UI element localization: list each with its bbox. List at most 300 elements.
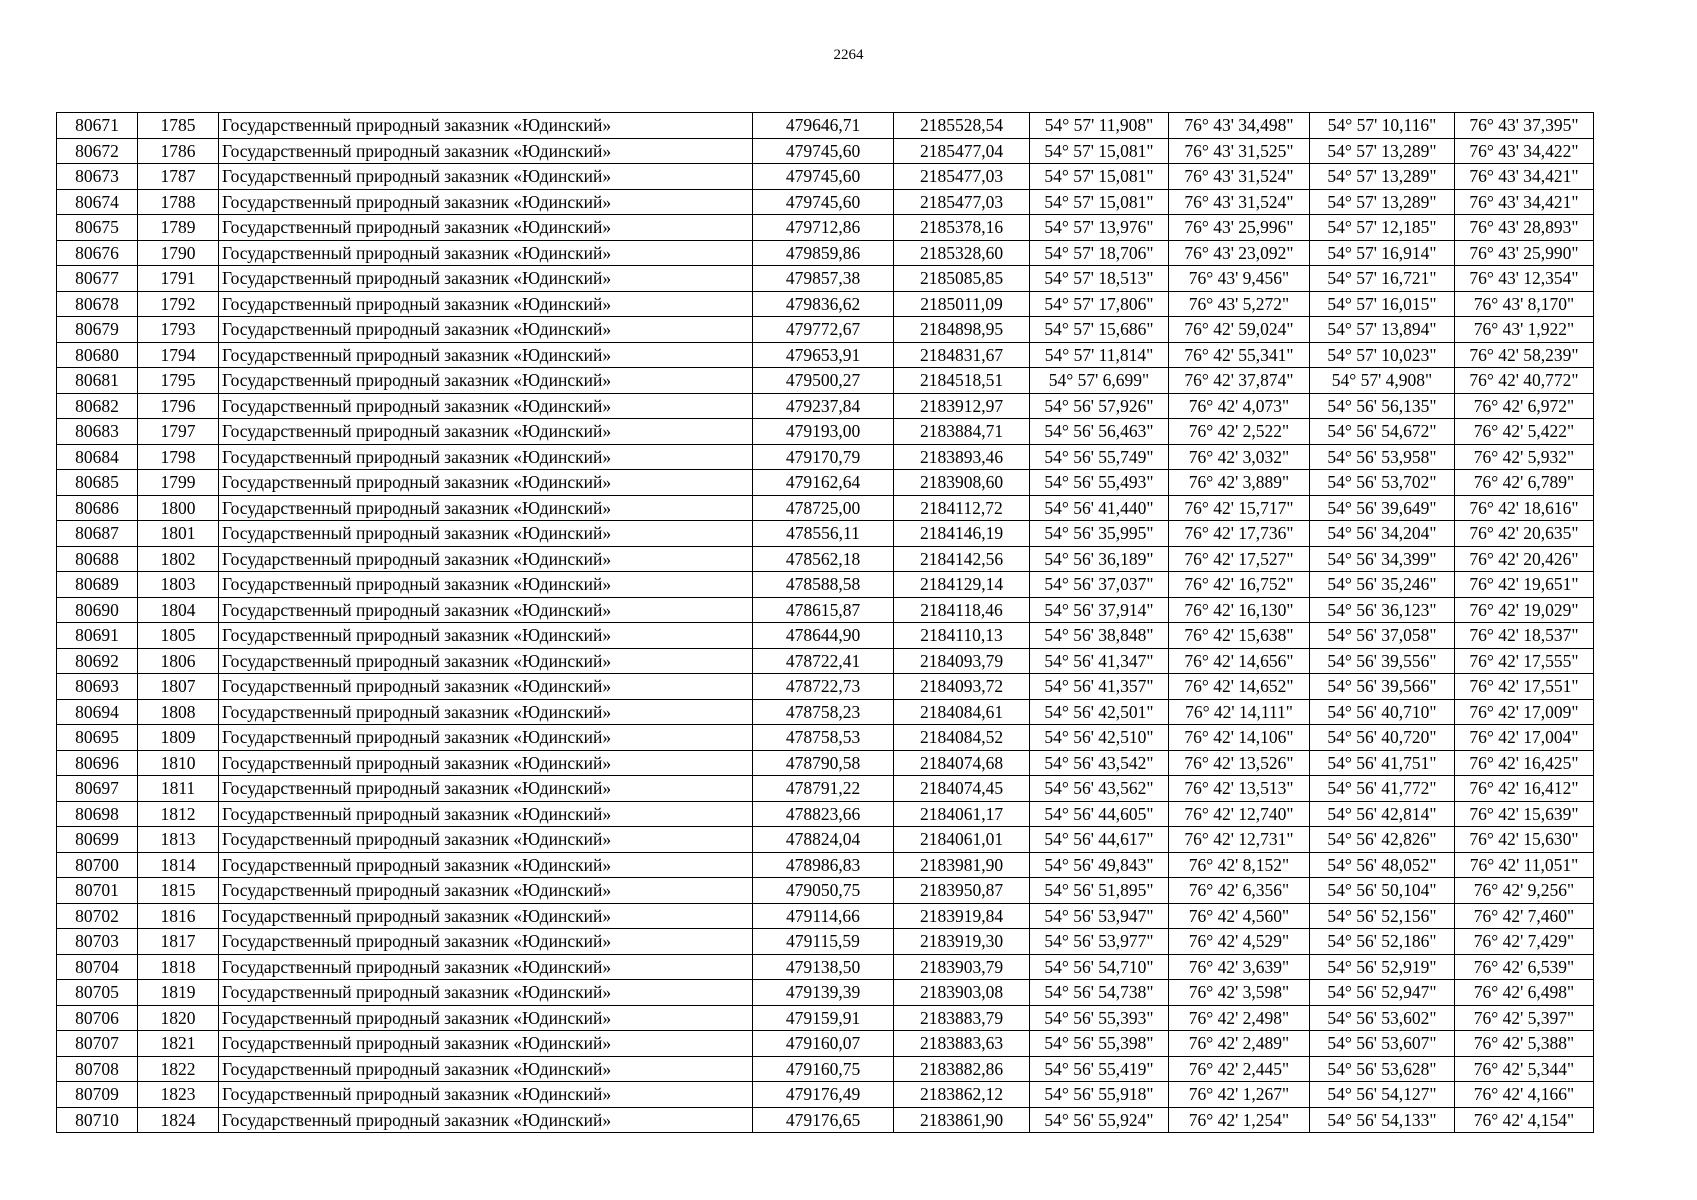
object-name-cell: Государственный природный заказник «Юдинский» xyxy=(219,1082,753,1108)
latitude-2-cell: 54° 56' 39,649" xyxy=(1310,495,1455,521)
x-coordinate-cell: 479139,39 xyxy=(753,980,894,1006)
longitude-1-cell: 76° 42' 12,731" xyxy=(1169,827,1310,853)
longitude-2-cell: 76° 42' 15,639" xyxy=(1455,801,1594,827)
longitude-2-cell: 76° 43' 1,922" xyxy=(1455,317,1594,343)
y-coordinate-cell: 2184518,51 xyxy=(894,368,1030,394)
latitude-2-cell: 54° 57' 13,894" xyxy=(1310,317,1455,343)
x-coordinate-cell: 478824,04 xyxy=(753,827,894,853)
point-number-cell: 1789 xyxy=(138,215,219,241)
point-number-cell: 1815 xyxy=(138,878,219,904)
row-number-cell: 80710 xyxy=(57,1107,138,1133)
row-number-cell: 80709 xyxy=(57,1082,138,1108)
longitude-1-cell: 76° 42' 2,522" xyxy=(1169,419,1310,445)
row-number-cell: 80706 xyxy=(57,1005,138,1031)
latitude-1-cell: 54° 57' 15,686" xyxy=(1030,317,1169,343)
latitude-1-cell: 54° 56' 53,947" xyxy=(1030,903,1169,929)
longitude-2-cell: 76° 42' 5,397" xyxy=(1455,1005,1594,1031)
object-name-cell: Государственный природный заказник «Юдинский» xyxy=(219,419,753,445)
object-name-cell: Государственный природный заказник «Юдинский» xyxy=(219,572,753,598)
latitude-1-cell: 54° 56' 41,357" xyxy=(1030,674,1169,700)
row-number-cell: 80672 xyxy=(57,138,138,164)
object-name-cell: Государственный природный заказник «Юдинский» xyxy=(219,266,753,292)
point-number-cell: 1812 xyxy=(138,801,219,827)
row-number-cell: 80701 xyxy=(57,878,138,904)
y-coordinate-cell: 2185011,09 xyxy=(894,291,1030,317)
longitude-2-cell: 76° 43' 34,421" xyxy=(1455,189,1594,215)
row-number-cell: 80681 xyxy=(57,368,138,394)
point-number-cell: 1794 xyxy=(138,342,219,368)
latitude-1-cell: 54° 56' 37,914" xyxy=(1030,597,1169,623)
y-coordinate-cell: 2183903,79 xyxy=(894,954,1030,980)
object-name-cell: Государственный природный заказник «Юдинский» xyxy=(219,291,753,317)
point-number-cell: 1817 xyxy=(138,929,219,955)
table-row xyxy=(57,674,1594,700)
longitude-2-cell: 76° 42' 20,635" xyxy=(1455,521,1594,547)
x-coordinate-cell: 478556,11 xyxy=(753,521,894,547)
latitude-2-cell: 54° 56' 53,958" xyxy=(1310,444,1455,470)
row-number-cell: 80675 xyxy=(57,215,138,241)
table-row xyxy=(57,623,1594,649)
row-number-cell: 80694 xyxy=(57,699,138,725)
longitude-2-cell: 76° 42' 9,256" xyxy=(1455,878,1594,904)
latitude-1-cell: 54° 56' 49,843" xyxy=(1030,852,1169,878)
row-number-cell: 80704 xyxy=(57,954,138,980)
row-number-cell: 80688 xyxy=(57,546,138,572)
table-row xyxy=(57,1082,1594,1108)
longitude-1-cell: 76° 42' 3,889" xyxy=(1169,470,1310,496)
y-coordinate-cell: 2184112,72 xyxy=(894,495,1030,521)
object-name-cell: Государственный природный заказник «Юдинский» xyxy=(219,521,753,547)
object-name-cell: Государственный природный заказник «Юдинский» xyxy=(219,674,753,700)
row-number-cell: 80708 xyxy=(57,1056,138,1082)
point-number-cell: 1814 xyxy=(138,852,219,878)
y-coordinate-cell: 2183919,84 xyxy=(894,903,1030,929)
object-name-cell: Государственный природный заказник «Юдинский» xyxy=(219,138,753,164)
latitude-1-cell: 54° 56' 51,895" xyxy=(1030,878,1169,904)
row-number-cell: 80684 xyxy=(57,444,138,470)
y-coordinate-cell: 2185085,85 xyxy=(894,266,1030,292)
table-row xyxy=(57,852,1594,878)
latitude-1-cell: 54° 56' 42,501" xyxy=(1030,699,1169,725)
latitude-2-cell: 54° 56' 50,104" xyxy=(1310,878,1455,904)
x-coordinate-cell: 479712,86 xyxy=(753,215,894,241)
point-number-cell: 1811 xyxy=(138,776,219,802)
latitude-2-cell: 54° 56' 34,204" xyxy=(1310,521,1455,547)
latitude-2-cell: 54° 56' 40,720" xyxy=(1310,725,1455,751)
y-coordinate-cell: 2183981,90 xyxy=(894,852,1030,878)
table-row xyxy=(57,138,1594,164)
longitude-2-cell: 76° 42' 11,051" xyxy=(1455,852,1594,878)
latitude-1-cell: 54° 56' 55,749" xyxy=(1030,444,1169,470)
y-coordinate-cell: 2185477,04 xyxy=(894,138,1030,164)
latitude-2-cell: 54° 56' 52,156" xyxy=(1310,903,1455,929)
table-row xyxy=(57,1056,1594,1082)
point-number-cell: 1797 xyxy=(138,419,219,445)
row-number-cell: 80690 xyxy=(57,597,138,623)
longitude-2-cell: 76° 43' 25,990" xyxy=(1455,240,1594,266)
object-name-cell: Государственный природный заказник «Юдинский» xyxy=(219,827,753,853)
x-coordinate-cell: 479160,75 xyxy=(753,1056,894,1082)
x-coordinate-cell: 479193,00 xyxy=(753,419,894,445)
longitude-2-cell: 76° 42' 4,154" xyxy=(1455,1107,1594,1133)
longitude-1-cell: 76° 43' 25,996" xyxy=(1169,215,1310,241)
x-coordinate-cell: 478725,00 xyxy=(753,495,894,521)
longitude-2-cell: 76° 43' 12,354" xyxy=(1455,266,1594,292)
table-row xyxy=(57,1031,1594,1057)
longitude-1-cell: 76° 42' 1,267" xyxy=(1169,1082,1310,1108)
longitude-1-cell: 76° 42' 14,656" xyxy=(1169,648,1310,674)
x-coordinate-cell: 478758,23 xyxy=(753,699,894,725)
row-number-cell: 80689 xyxy=(57,572,138,598)
object-name-cell: Государственный природный заказник «Юдинский» xyxy=(219,393,753,419)
longitude-2-cell: 76° 42' 20,426" xyxy=(1455,546,1594,572)
table-row xyxy=(57,1107,1594,1133)
y-coordinate-cell: 2183908,60 xyxy=(894,470,1030,496)
latitude-2-cell: 54° 57' 16,721" xyxy=(1310,266,1455,292)
object-name-cell: Государственный природный заказник «Юдинский» xyxy=(219,725,753,751)
longitude-2-cell: 76° 42' 5,344" xyxy=(1455,1056,1594,1082)
latitude-1-cell: 54° 56' 57,926" xyxy=(1030,393,1169,419)
latitude-1-cell: 54° 56' 37,037" xyxy=(1030,572,1169,598)
longitude-2-cell: 76° 42' 17,551" xyxy=(1455,674,1594,700)
latitude-2-cell: 54° 56' 37,058" xyxy=(1310,623,1455,649)
table-body xyxy=(57,113,1594,1133)
row-number-cell: 80682 xyxy=(57,393,138,419)
y-coordinate-cell: 2183912,97 xyxy=(894,393,1030,419)
object-name-cell: Государственный природный заказник «Юдинский» xyxy=(219,546,753,572)
latitude-2-cell: 54° 56' 48,052" xyxy=(1310,852,1455,878)
latitude-1-cell: 54° 56' 38,848" xyxy=(1030,623,1169,649)
point-number-cell: 1807 xyxy=(138,674,219,700)
table-row xyxy=(57,342,1594,368)
latitude-1-cell: 54° 56' 55,398" xyxy=(1030,1031,1169,1057)
latitude-2-cell: 54° 56' 52,947" xyxy=(1310,980,1455,1006)
table-row xyxy=(57,903,1594,929)
object-name-cell: Государственный природный заказник «Юдинский» xyxy=(219,1005,753,1031)
object-name-cell: Государственный природный заказник «Юдинский» xyxy=(219,1031,753,1057)
x-coordinate-cell: 478791,22 xyxy=(753,776,894,802)
longitude-2-cell: 76° 42' 17,555" xyxy=(1455,648,1594,674)
latitude-2-cell: 54° 57' 13,289" xyxy=(1310,164,1455,190)
y-coordinate-cell: 2183903,08 xyxy=(894,980,1030,1006)
table-row xyxy=(57,266,1594,292)
longitude-1-cell: 76° 42' 16,752" xyxy=(1169,572,1310,598)
point-number-cell: 1822 xyxy=(138,1056,219,1082)
latitude-1-cell: 54° 56' 44,605" xyxy=(1030,801,1169,827)
table-row xyxy=(57,419,1594,445)
row-number-cell: 80703 xyxy=(57,929,138,955)
longitude-2-cell: 76° 42' 19,651" xyxy=(1455,572,1594,598)
point-number-cell: 1796 xyxy=(138,393,219,419)
y-coordinate-cell: 2184074,45 xyxy=(894,776,1030,802)
y-coordinate-cell: 2185328,60 xyxy=(894,240,1030,266)
x-coordinate-cell: 479138,50 xyxy=(753,954,894,980)
latitude-1-cell: 54° 57' 15,081" xyxy=(1030,138,1169,164)
x-coordinate-cell: 479500,27 xyxy=(753,368,894,394)
row-number-cell: 80699 xyxy=(57,827,138,853)
x-coordinate-cell: 479176,49 xyxy=(753,1082,894,1108)
y-coordinate-cell: 2183883,79 xyxy=(894,1005,1030,1031)
coordinates-table xyxy=(56,112,1594,1133)
point-number-cell: 1791 xyxy=(138,266,219,292)
y-coordinate-cell: 2185528,54 xyxy=(894,113,1030,139)
longitude-1-cell: 76° 42' 13,526" xyxy=(1169,750,1310,776)
point-number-cell: 1804 xyxy=(138,597,219,623)
longitude-2-cell: 76° 42' 5,422" xyxy=(1455,419,1594,445)
object-name-cell: Государственный природный заказник «Юдинский» xyxy=(219,801,753,827)
object-name-cell: Государственный природный заказник «Юдинский» xyxy=(219,623,753,649)
x-coordinate-cell: 478562,18 xyxy=(753,546,894,572)
point-number-cell: 1820 xyxy=(138,1005,219,1031)
longitude-1-cell: 76° 42' 2,489" xyxy=(1169,1031,1310,1057)
latitude-1-cell: 54° 56' 54,710" xyxy=(1030,954,1169,980)
latitude-2-cell: 54° 57' 10,023" xyxy=(1310,342,1455,368)
longitude-1-cell: 76° 43' 23,092" xyxy=(1169,240,1310,266)
latitude-2-cell: 54° 56' 39,556" xyxy=(1310,648,1455,674)
table-row xyxy=(57,495,1594,521)
table-row xyxy=(57,597,1594,623)
row-number-cell: 80678 xyxy=(57,291,138,317)
object-name-cell: Государственный природный заказник «Юдинский» xyxy=(219,368,753,394)
latitude-2-cell: 54° 56' 36,123" xyxy=(1310,597,1455,623)
point-number-cell: 1808 xyxy=(138,699,219,725)
y-coordinate-cell: 2183883,63 xyxy=(894,1031,1030,1057)
longitude-2-cell: 76° 43' 8,170" xyxy=(1455,291,1594,317)
latitude-2-cell: 54° 56' 54,133" xyxy=(1310,1107,1455,1133)
object-name-cell: Государственный природный заказник «Юдинский» xyxy=(219,929,753,955)
longitude-2-cell: 76° 42' 6,789" xyxy=(1455,470,1594,496)
longitude-1-cell: 76° 43' 5,272" xyxy=(1169,291,1310,317)
table-row xyxy=(57,827,1594,853)
object-name-cell: Государственный природный заказник «Юдинский» xyxy=(219,495,753,521)
y-coordinate-cell: 2183893,46 xyxy=(894,444,1030,470)
latitude-1-cell: 54° 56' 55,924" xyxy=(1030,1107,1169,1133)
x-coordinate-cell: 479176,65 xyxy=(753,1107,894,1133)
longitude-2-cell: 76° 42' 16,425" xyxy=(1455,750,1594,776)
object-name-cell: Государственный природный заказник «Юдинский» xyxy=(219,1107,753,1133)
latitude-1-cell: 54° 56' 43,542" xyxy=(1030,750,1169,776)
latitude-2-cell: 54° 56' 53,602" xyxy=(1310,1005,1455,1031)
latitude-1-cell: 54° 56' 55,419" xyxy=(1030,1056,1169,1082)
row-number-cell: 80705 xyxy=(57,980,138,1006)
longitude-1-cell: 76° 42' 13,513" xyxy=(1169,776,1310,802)
point-number-cell: 1785 xyxy=(138,113,219,139)
point-number-cell: 1792 xyxy=(138,291,219,317)
latitude-1-cell: 54° 56' 53,977" xyxy=(1030,929,1169,955)
y-coordinate-cell: 2185378,16 xyxy=(894,215,1030,241)
latitude-1-cell: 54° 56' 42,510" xyxy=(1030,725,1169,751)
table-row xyxy=(57,929,1594,955)
longitude-2-cell: 76° 42' 18,616" xyxy=(1455,495,1594,521)
y-coordinate-cell: 2184093,79 xyxy=(894,648,1030,674)
longitude-1-cell: 76° 42' 6,356" xyxy=(1169,878,1310,904)
object-name-cell: Государственный природный заказник «Юдинский» xyxy=(219,903,753,929)
longitude-1-cell: 76° 43' 31,525" xyxy=(1169,138,1310,164)
row-number-cell: 80698 xyxy=(57,801,138,827)
longitude-1-cell: 76° 42' 1,254" xyxy=(1169,1107,1310,1133)
latitude-2-cell: 54° 56' 52,186" xyxy=(1310,929,1455,955)
latitude-2-cell: 54° 57' 13,289" xyxy=(1310,189,1455,215)
longitude-1-cell: 76° 42' 14,652" xyxy=(1169,674,1310,700)
longitude-1-cell: 76° 42' 15,717" xyxy=(1169,495,1310,521)
object-name-cell: Государственный природный заказник «Юдинский» xyxy=(219,776,753,802)
point-number-cell: 1809 xyxy=(138,725,219,751)
table-row xyxy=(57,1005,1594,1031)
latitude-2-cell: 54° 56' 53,628" xyxy=(1310,1056,1455,1082)
y-coordinate-cell: 2185477,03 xyxy=(894,164,1030,190)
point-number-cell: 1816 xyxy=(138,903,219,929)
latitude-1-cell: 54° 56' 55,393" xyxy=(1030,1005,1169,1031)
latitude-2-cell: 54° 56' 39,566" xyxy=(1310,674,1455,700)
longitude-2-cell: 76° 42' 7,460" xyxy=(1455,903,1594,929)
table-row xyxy=(57,470,1594,496)
row-number-cell: 80676 xyxy=(57,240,138,266)
y-coordinate-cell: 2183862,12 xyxy=(894,1082,1030,1108)
row-number-cell: 80693 xyxy=(57,674,138,700)
object-name-cell: Государственный природный заказник «Юдинский» xyxy=(219,113,753,139)
row-number-cell: 80687 xyxy=(57,521,138,547)
latitude-1-cell: 54° 57' 11,814" xyxy=(1030,342,1169,368)
object-name-cell: Государственный природный заказник «Юдинский» xyxy=(219,444,753,470)
latitude-2-cell: 54° 56' 53,607" xyxy=(1310,1031,1455,1057)
row-number-cell: 80686 xyxy=(57,495,138,521)
x-coordinate-cell: 479159,91 xyxy=(753,1005,894,1031)
x-coordinate-cell: 478790,58 xyxy=(753,750,894,776)
latitude-1-cell: 54° 56' 54,738" xyxy=(1030,980,1169,1006)
latitude-1-cell: 54° 57' 15,081" xyxy=(1030,189,1169,215)
point-number-cell: 1793 xyxy=(138,317,219,343)
y-coordinate-cell: 2183884,71 xyxy=(894,419,1030,445)
longitude-2-cell: 76° 42' 6,972" xyxy=(1455,393,1594,419)
y-coordinate-cell: 2184110,13 xyxy=(894,623,1030,649)
latitude-1-cell: 54° 56' 36,189" xyxy=(1030,546,1169,572)
y-coordinate-cell: 2184061,17 xyxy=(894,801,1030,827)
longitude-2-cell: 76° 42' 15,630" xyxy=(1455,827,1594,853)
y-coordinate-cell: 2184061,01 xyxy=(894,827,1030,853)
longitude-2-cell: 76° 43' 34,421" xyxy=(1455,164,1594,190)
point-number-cell: 1824 xyxy=(138,1107,219,1133)
point-number-cell: 1786 xyxy=(138,138,219,164)
longitude-2-cell: 76° 42' 6,539" xyxy=(1455,954,1594,980)
point-number-cell: 1788 xyxy=(138,189,219,215)
y-coordinate-cell: 2184129,14 xyxy=(894,572,1030,598)
latitude-1-cell: 54° 56' 41,440" xyxy=(1030,495,1169,521)
table-row xyxy=(57,648,1594,674)
longitude-2-cell: 76° 43' 37,395" xyxy=(1455,113,1594,139)
latitude-2-cell: 54° 56' 40,710" xyxy=(1310,699,1455,725)
longitude-2-cell: 76° 42' 4,166" xyxy=(1455,1082,1594,1108)
x-coordinate-cell: 478758,53 xyxy=(753,725,894,751)
latitude-2-cell: 54° 57' 10,116" xyxy=(1310,113,1455,139)
object-name-cell: Государственный природный заказник «Юдинский» xyxy=(219,954,753,980)
row-number-cell: 80691 xyxy=(57,623,138,649)
point-number-cell: 1819 xyxy=(138,980,219,1006)
row-number-cell: 80680 xyxy=(57,342,138,368)
object-name-cell: Государственный природный заказник «Юдинский» xyxy=(219,189,753,215)
table-row xyxy=(57,291,1594,317)
table-row xyxy=(57,878,1594,904)
x-coordinate-cell: 478986,83 xyxy=(753,852,894,878)
table-row xyxy=(57,368,1594,394)
latitude-1-cell: 54° 57' 13,976" xyxy=(1030,215,1169,241)
y-coordinate-cell: 2185477,03 xyxy=(894,189,1030,215)
x-coordinate-cell: 479859,86 xyxy=(753,240,894,266)
x-coordinate-cell: 479162,64 xyxy=(753,470,894,496)
table-row xyxy=(57,572,1594,598)
row-number-cell: 80707 xyxy=(57,1031,138,1057)
x-coordinate-cell: 478722,41 xyxy=(753,648,894,674)
point-number-cell: 1823 xyxy=(138,1082,219,1108)
x-coordinate-cell: 479170,79 xyxy=(753,444,894,470)
point-number-cell: 1803 xyxy=(138,572,219,598)
latitude-1-cell: 54° 57' 11,908" xyxy=(1030,113,1169,139)
table-row xyxy=(57,240,1594,266)
longitude-2-cell: 76° 42' 5,388" xyxy=(1455,1031,1594,1057)
x-coordinate-cell: 478615,87 xyxy=(753,597,894,623)
longitude-1-cell: 76° 42' 8,152" xyxy=(1169,852,1310,878)
object-name-cell: Государственный природный заказник «Юдинский» xyxy=(219,1056,753,1082)
latitude-2-cell: 54° 56' 35,246" xyxy=(1310,572,1455,598)
row-number-cell: 80671 xyxy=(57,113,138,139)
latitude-1-cell: 54° 57' 18,706" xyxy=(1030,240,1169,266)
latitude-2-cell: 54° 57' 12,185" xyxy=(1310,215,1455,241)
x-coordinate-cell: 478588,58 xyxy=(753,572,894,598)
latitude-2-cell: 54° 56' 56,135" xyxy=(1310,393,1455,419)
y-coordinate-cell: 2184898,95 xyxy=(894,317,1030,343)
longitude-1-cell: 76° 42' 12,740" xyxy=(1169,801,1310,827)
longitude-1-cell: 76° 42' 4,073" xyxy=(1169,393,1310,419)
latitude-2-cell: 54° 57' 16,914" xyxy=(1310,240,1455,266)
longitude-1-cell: 76° 42' 15,638" xyxy=(1169,623,1310,649)
point-number-cell: 1801 xyxy=(138,521,219,547)
row-number-cell: 80700 xyxy=(57,852,138,878)
object-name-cell: Государственный природный заказник «Юдинский» xyxy=(219,648,753,674)
table-row xyxy=(57,521,1594,547)
longitude-2-cell: 76° 43' 28,893" xyxy=(1455,215,1594,241)
table-row xyxy=(57,725,1594,751)
x-coordinate-cell: 479745,60 xyxy=(753,189,894,215)
x-coordinate-cell: 479836,62 xyxy=(753,291,894,317)
latitude-2-cell: 54° 56' 42,826" xyxy=(1310,827,1455,853)
object-name-cell: Государственный природный заказник «Юдинский» xyxy=(219,164,753,190)
longitude-1-cell: 76° 42' 14,111" xyxy=(1169,699,1310,725)
longitude-2-cell: 76° 42' 17,004" xyxy=(1455,725,1594,751)
y-coordinate-cell: 2183861,90 xyxy=(894,1107,1030,1133)
x-coordinate-cell: 478823,66 xyxy=(753,801,894,827)
page-number: 2264 xyxy=(833,47,864,63)
longitude-2-cell: 76° 42' 16,412" xyxy=(1455,776,1594,802)
object-name-cell: Государственный природный заказник «Юдинский» xyxy=(219,750,753,776)
longitude-2-cell: 76° 42' 7,429" xyxy=(1455,929,1594,955)
y-coordinate-cell: 2184146,19 xyxy=(894,521,1030,547)
latitude-1-cell: 54° 57' 15,081" xyxy=(1030,164,1169,190)
object-name-cell: Государственный природный заказник «Юдинский» xyxy=(219,699,753,725)
latitude-2-cell: 54° 56' 54,127" xyxy=(1310,1082,1455,1108)
latitude-2-cell: 54° 56' 54,672" xyxy=(1310,419,1455,445)
longitude-2-cell: 76° 42' 5,932" xyxy=(1455,444,1594,470)
row-number-cell: 80702 xyxy=(57,903,138,929)
row-number-cell: 80674 xyxy=(57,189,138,215)
latitude-1-cell: 54° 56' 41,347" xyxy=(1030,648,1169,674)
table-row xyxy=(57,546,1594,572)
x-coordinate-cell: 479646,71 xyxy=(753,113,894,139)
point-number-cell: 1802 xyxy=(138,546,219,572)
longitude-1-cell: 76° 42' 2,498" xyxy=(1169,1005,1310,1031)
table-row xyxy=(57,393,1594,419)
object-name-cell: Государственный природный заказник «Юдинский» xyxy=(219,342,753,368)
latitude-1-cell: 54° 56' 56,463" xyxy=(1030,419,1169,445)
y-coordinate-cell: 2184084,61 xyxy=(894,699,1030,725)
